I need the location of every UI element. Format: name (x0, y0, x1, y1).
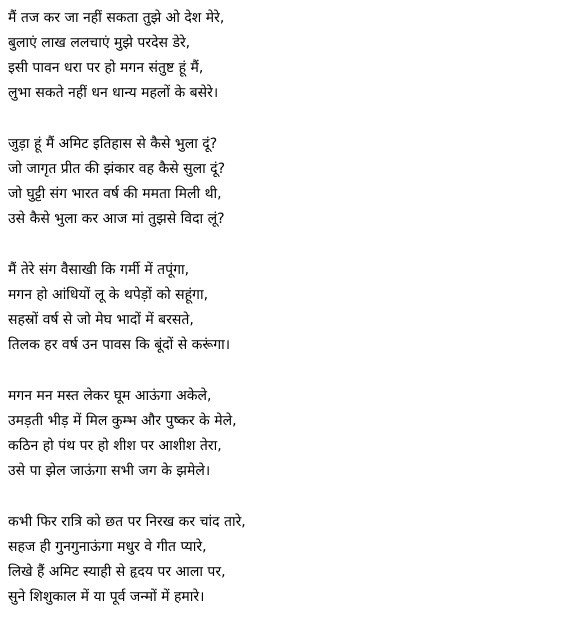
poem (8, 6, 573, 610)
poem-line: मैं तज कर जा नहीं सकता तुझे ओ देश मेरे, (8, 10, 225, 26)
stanza-3 (8, 258, 573, 358)
poem-line: कभी फिर रात्रि को छत पर निरख कर चांद तारे, (8, 514, 246, 530)
poem-line: बुलाएं लाख ललचाएं मुझे परदेस डेरे, (8, 35, 191, 51)
poem-line: जो घुट्टी संग भारत वर्ष की ममता मिली थी, (8, 186, 222, 202)
stanza-4 (8, 384, 573, 484)
stanza-2 (8, 132, 573, 232)
poem-line: मगन हो आंधियों लू के थपेड़ों को सहूंगा, (8, 287, 209, 303)
poem-line: उसे पा झेल जाऊंगा सभी जग के झमेले। (8, 463, 211, 479)
poem-line: मगन मन मस्त लेकर घूम आऊंगा अकेले, (8, 388, 212, 404)
poem-line: जुड़ा हूं मैं अमिट इतिहास से कैसे भुला दूं? (8, 136, 218, 152)
poem-line: लुभा सकते नहीं धन धान्य महलों के बसेरे। (8, 85, 219, 101)
poem-line: मैं तेरे संग वैसाखी कि गर्मी में तपूंगा, (8, 262, 190, 278)
poem-line: सुने शिशुकाल में या पूर्व जन्मों में हमारे। (8, 589, 205, 605)
stanza-1 (8, 6, 573, 106)
stanza-5 (8, 510, 573, 610)
poem-line: उसे कैसे भुला कर आज मां तुझसे विदा लूं? (8, 211, 225, 227)
poem-line: जो जागृत प्रीत की झंकार वह कैसे सुला दूं? (8, 161, 226, 177)
poem-line: सहज ही गुनगुनाऊंगा मधुर वे गीत प्यारे, (8, 539, 207, 555)
poem-line: तिलक हर वर्ष उन पावस कि बूंदों से करूंगा। (8, 337, 231, 353)
poem-line: सहस्रों वर्ष से जो मेघ भादों में बरसते, (8, 312, 194, 328)
poem-line: कठिन हो पंथ पर हो शीश पर आशीश तेरा, (8, 438, 222, 454)
poem-line: लिखे हैं अमिट स्याही से हृदय पर आला पर, (8, 564, 226, 580)
poem-line: उमड़ती भीड़ में मिल कुम्भ और पुष्कर के मेले, (8, 413, 237, 429)
poem-line: इसी पावन धरा पर हो मगन संतुष्ट हूं मैं, (8, 60, 204, 76)
